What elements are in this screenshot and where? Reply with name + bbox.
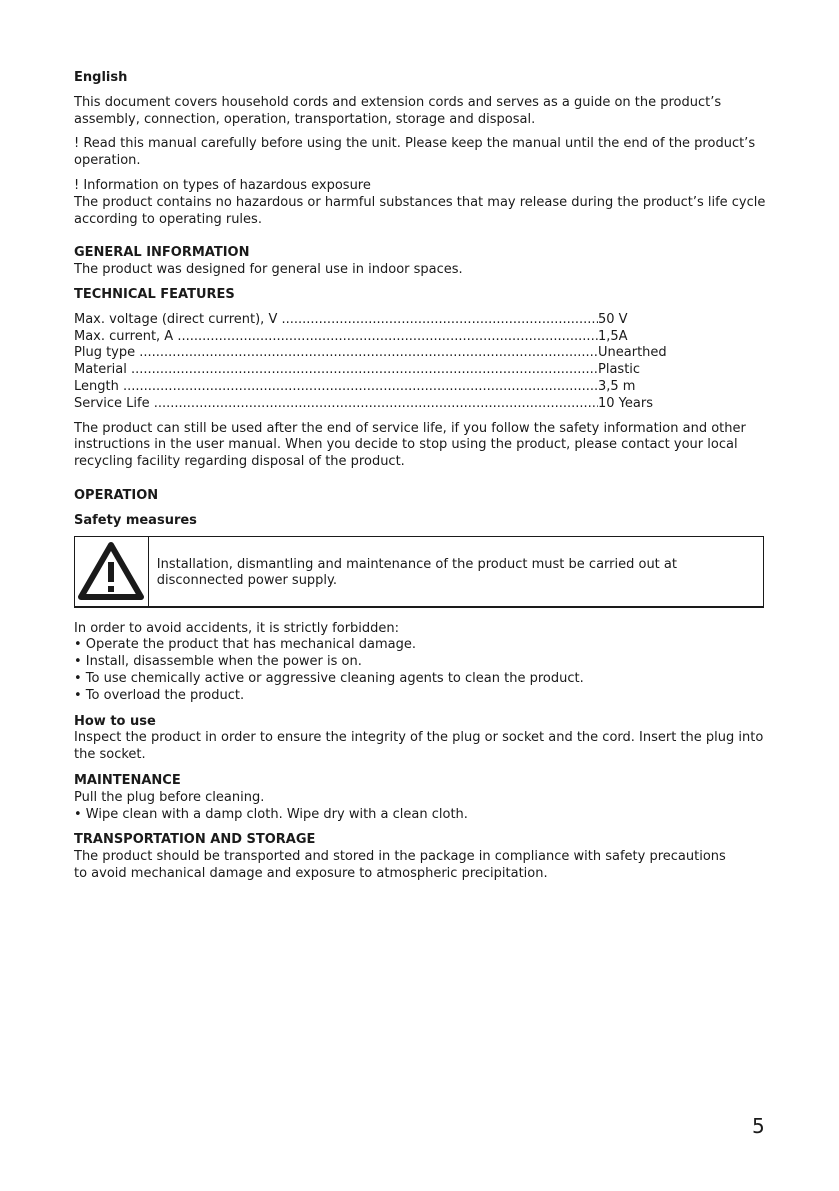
- general-information-text: The product was designed for general use in indoor spaces.: [74, 262, 463, 278]
- spec-row: [74, 345, 766, 362]
- spec-label: Plug type: [74, 345, 140, 361]
- manual-page: [74, 68, 766, 883]
- general-information-section: [74, 245, 766, 279]
- transportation-line-1: The product should be transported and stored in the package in compliance with safety precautions: [74, 849, 726, 865]
- spec-value: Plastic: [598, 362, 641, 378]
- hazard-info: [74, 178, 766, 228]
- maintenance-heading: MAINTENANCE: [74, 772, 181, 788]
- technical-features-heading: TECHNICAL FEATURES: [74, 286, 235, 302]
- warning-box: [74, 536, 764, 608]
- maintenance-line-1: Pull the plug before cleaning.: [74, 789, 265, 805]
- intro-paragraph-2: ! Read this manual carefully before using the unit. Please keep the manual until the end of the product’s operation.: [74, 136, 756, 169]
- spec-value: 1,5A: [598, 328, 628, 344]
- spec-list: [74, 312, 766, 413]
- list-item: • To overload the product.: [74, 687, 245, 703]
- operation-heading: OPERATION: [74, 487, 159, 503]
- list-item: • To use chemically active or aggressive cleaning agents to clean the product.: [74, 670, 584, 686]
- spec-label: Max. current, A: [74, 328, 174, 344]
- safety-measures-heading: Safety measures: [74, 512, 197, 528]
- transportation-heading: TRANSPORTATION AND STORAGE: [74, 832, 316, 848]
- how-to-use-text: Inspect the product in order to ensure the integrity of the plug or socket and the cord. Insert the plug into the socket.: [74, 730, 764, 763]
- list-item: • Operate the product that has mechanical damage.: [74, 637, 417, 653]
- spec-value: Unearthed: [598, 345, 667, 361]
- spec-row: [74, 329, 766, 346]
- maintenance-line-2: • Wipe clean with a damp cloth. Wipe dry with a clean cloth.: [74, 806, 468, 822]
- spec-value: 10 Years: [598, 395, 653, 411]
- how-to-use-heading: How to use: [74, 713, 156, 729]
- spec-value: 50 V: [598, 311, 628, 327]
- service-life-note: The product can still be used after the end of service life, if you follow the safety information and other instructions in the user manual. When you decide to stop using the product, please contact your local recycling facility regarding disposal of the product.: [74, 420, 746, 470]
- page-number: 5: [752, 1114, 765, 1138]
- warning-text: Installation, dismantling and maintenance of the product must be carried out at disconnected power supply.: [156, 556, 677, 589]
- spec-row: [74, 362, 766, 379]
- warning-triangle-icon: [77, 541, 145, 601]
- language-heading: English: [74, 70, 128, 85]
- spec-row: [74, 396, 766, 413]
- spec-label: Length: [74, 378, 119, 394]
- spec-row: [74, 379, 766, 396]
- spec-row: [74, 312, 766, 329]
- warning-icon-cell: [75, 537, 149, 606]
- list-item: • Install, disassemble when the power is on.: [74, 654, 362, 670]
- maintenance-section: [74, 773, 766, 823]
- forbidden-list: [74, 621, 766, 705]
- spec-label: Max. voltage (direct current), V: [74, 311, 278, 327]
- intro-paragraph-1: This document covers household cords and extension cords and serves as a guide on the product’s assembly, connection, operation, transportation, storage and disposal.: [74, 94, 722, 127]
- transportation-section: [74, 832, 766, 882]
- hazard-title: ! Information on types of hazardous exposure: [74, 177, 371, 193]
- hazard-text: The product contains no hazardous or harmful substances that may release during the product’s life cycle according to operating rules.: [74, 194, 766, 227]
- transportation-line-2: to avoid mechanical damage and exposure to atmospheric precipitation.: [74, 865, 548, 881]
- spec-value: 3,5 m: [598, 378, 636, 394]
- spec-label: Material: [74, 362, 127, 378]
- spec-label: Service Life: [74, 395, 150, 411]
- how-to-use-section: [74, 714, 766, 764]
- general-information-heading: GENERAL INFORMATION: [74, 245, 250, 261]
- forbidden-intro: In order to avoid accidents, it is strictly forbidden:: [74, 620, 400, 636]
